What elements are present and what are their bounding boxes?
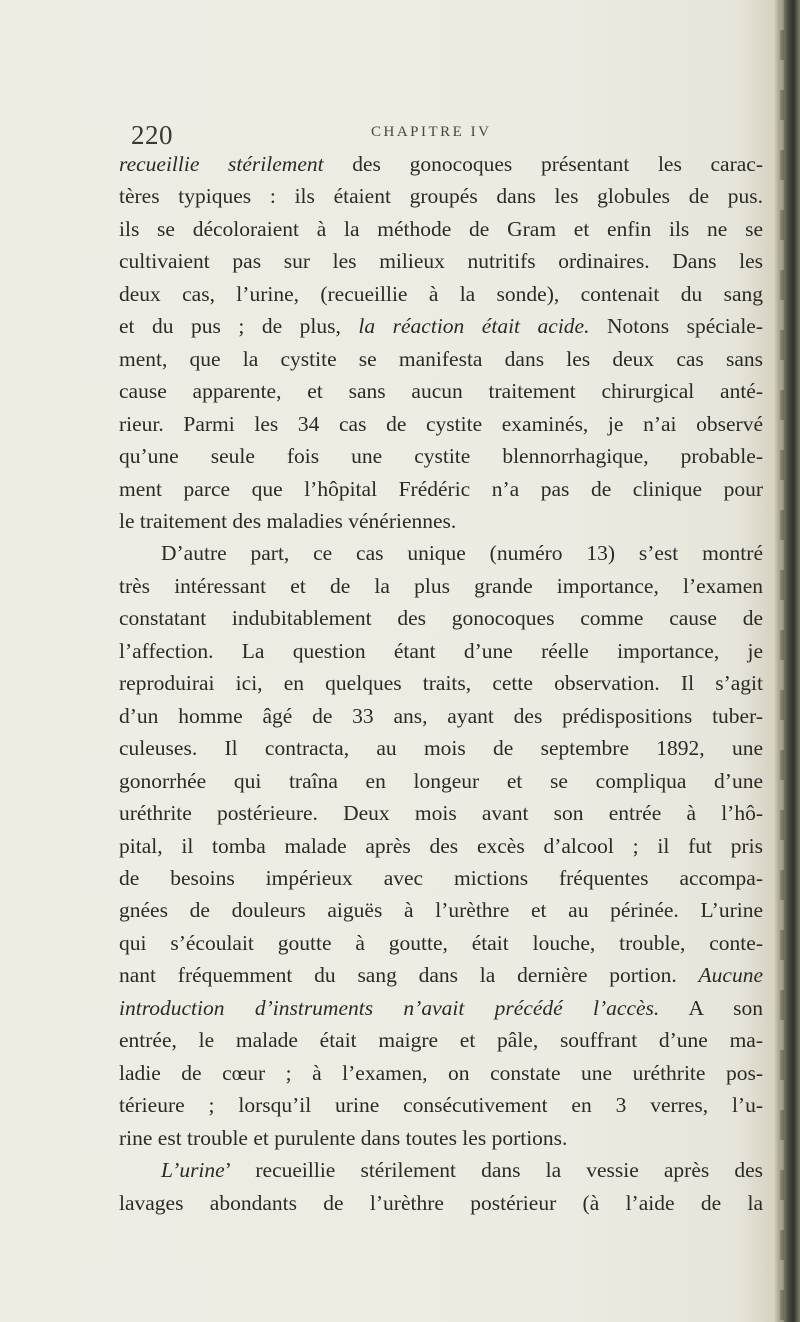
text-line (119, 343, 763, 375)
text-run: gnées de douleurs aiguës à l’urèthre et au périnée. L’urine (119, 898, 763, 923)
text-run: qu’une seule fois une cystite blennorrhagique, probable- (119, 444, 763, 469)
text-line (119, 862, 763, 894)
text-line (119, 830, 763, 862)
text-line (119, 537, 763, 569)
page-number: 220 (131, 120, 173, 150)
text-line (119, 765, 763, 797)
text-line (119, 473, 763, 505)
text-line (119, 180, 763, 212)
text-run: ’ recueillie stérilement dans la vessie après des (224, 1158, 763, 1183)
italic-text: introduction d’instruments n’avait précédé l’accès. (119, 995, 660, 1020)
italic-text: recueillie stérilement (119, 152, 324, 176)
text-run: très intéressant et de la plus grande importance, l’examen (119, 573, 763, 598)
text-run: des gonocoques présentant les carac- (323, 152, 764, 176)
text-line (119, 959, 763, 991)
text-run: lavages abondants de l’urèthre postérieur (à l’aide de la (119, 1190, 763, 1215)
text-line (119, 408, 763, 440)
text-run: tères typiques : ils étaient groupés dans les globules de pus. (119, 184, 763, 209)
text-line (119, 570, 763, 602)
text-run: d’un homme âgé de 33 ans, ayant des prédispositions tuber- (119, 703, 763, 728)
text-run: ment, que la cystite se manifesta dans les deux cas sans (119, 346, 763, 371)
text-line (119, 992, 763, 1024)
text-run: Notons spéciale- (589, 314, 763, 339)
text-run: térieure ; lorsqu’il urine consécutivement en 3 verres, l’u- (119, 1093, 763, 1118)
text-line (119, 1089, 763, 1121)
italic-text: L’urine (161, 1158, 225, 1183)
text-line (119, 1154, 763, 1186)
text-line (119, 1187, 763, 1219)
text-line (119, 927, 763, 959)
text-line (119, 602, 763, 634)
italic-text: la réaction était acide. (358, 314, 590, 339)
text-run: reproduirai ici, en quelques traits, cette observation. Il s’agit (119, 671, 763, 696)
text-line (119, 635, 763, 667)
text-run: culeuses. Il contracta, au mois de septembre 1892, une (119, 736, 763, 761)
text-line (119, 148, 763, 180)
text-run: constatant indubitablement des gonocoques comme cause de (119, 606, 763, 631)
text-run: ladie de cœur ; à l’examen, on constate une uréthrite pos- (119, 1060, 763, 1085)
text-run: rieur. Parmi les 34 cas de cystite examinés, je n’ai observé (119, 411, 763, 436)
text-line (119, 245, 763, 277)
italic-text: Aucune (698, 963, 763, 988)
text-run: qui s’écoulait goutte à goutte, était louche, trouble, conte- (119, 930, 763, 955)
body-text (119, 148, 763, 1219)
binding-edge (774, 0, 800, 1322)
text-run: gonorrhée qui traîna en longeur et se compliqua d’une (119, 768, 763, 793)
text-line (119, 732, 763, 764)
text-line (119, 375, 763, 407)
text-line (119, 440, 763, 472)
text-run: D’autre part, ce cas unique (numéro 13) s’est montré (161, 541, 763, 566)
text-line (119, 1024, 763, 1056)
text-line (119, 894, 763, 926)
text-run: cultivaient pas sur les milieux nutritifs ordinaires. Dans les (119, 249, 763, 274)
text-run: le traitement des maladies vénériennes. (119, 508, 457, 533)
text-run: nant fréquemment du sang dans la dernière portion. (119, 963, 699, 988)
text-run: et du pus ; de plus, (119, 314, 359, 339)
text-run: ment parce que l’hôpital Frédéric n’a pas de clinique pour (119, 476, 763, 501)
text-run: rine est trouble et purulente dans toutes les portions. (119, 1125, 568, 1150)
text-run: pital, il tomba malade après des excès d’alcool ; il fut pris (119, 833, 763, 858)
text-line (119, 505, 763, 537)
text-line (119, 700, 763, 732)
text-line (119, 213, 763, 245)
text-run: deux cas, l’urine, (recueillie à la sonde), contenait du sang (119, 281, 763, 306)
text-run: uréthrite postérieure. Deux mois avant son entrée à l’hô- (119, 801, 763, 826)
text-line (119, 667, 763, 699)
text-line (119, 310, 763, 342)
text-run: ils se décoloraient à la méthode de Gram et enfin ils ne se (119, 216, 763, 241)
text-run: de besoins impérieux avec mictions fréquentes accompa- (119, 865, 763, 890)
text-line (119, 278, 763, 310)
text-run: A son (659, 995, 763, 1020)
text-run: cause apparente, et sans aucun traitement chirurgical anté- (119, 379, 763, 404)
text-line (119, 1057, 763, 1089)
running-title: CHAPITRE IV (371, 124, 492, 140)
text-line (119, 1122, 763, 1154)
text-run: l’affection. La question étant d’une réelle importance, je (119, 638, 763, 663)
text-run: entrée, le malade était maigre et pâle, souffrant d’une ma- (119, 1028, 763, 1053)
text-line (119, 797, 763, 829)
